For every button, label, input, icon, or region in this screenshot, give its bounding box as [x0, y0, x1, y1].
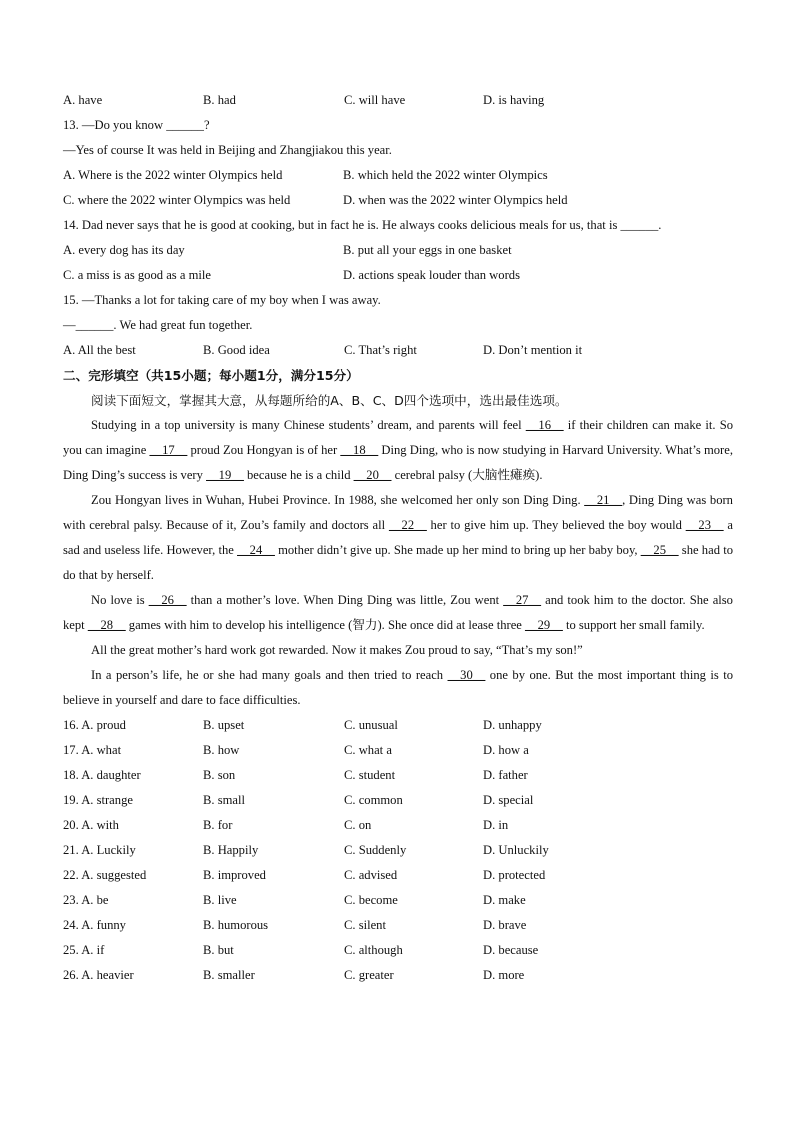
p2-text-6: she had to do that by herself.: [63, 543, 734, 582]
q14-question: 14. Dad never says that he is good at cooking, but in fact he is. He always cooks delicious meals for us, that is ______.: [63, 218, 662, 232]
option-a: 24. A. funny: [63, 918, 126, 932]
blank-17: __17__: [149, 443, 188, 457]
blank-19: __19__: [206, 468, 244, 482]
option-c: C. advised: [344, 868, 398, 882]
q14-option-d: D. actions speak louder than words: [343, 268, 520, 282]
q15-question: 15. —Thanks a lot for taking care of my boy when I was away.: [63, 293, 381, 307]
option-d: D. protected: [483, 868, 546, 882]
q12-options: [63, 88, 733, 113]
option-d: D. brave: [483, 918, 527, 932]
p1-text-1: Studying in a top university is many Chinese students’ dream, and parents will feel: [91, 418, 526, 432]
cloze-option-row: [63, 763, 733, 788]
option-a: 17. A. what: [63, 743, 122, 757]
q15-option-d: D. Don’t mention it: [483, 343, 583, 357]
option-b: B. Happily: [203, 843, 259, 857]
q12-option-d: D. is having: [483, 93, 545, 107]
option-b: B. upset: [203, 718, 245, 732]
option-c: C. common: [344, 793, 403, 807]
option-c: C. what a: [344, 743, 392, 757]
q13-reply: —Yes of course It was held in Beijing and Zhangjiakou this year.: [63, 143, 392, 157]
q12-option-b: B. had: [203, 93, 236, 107]
q13-options-row1: [63, 163, 733, 188]
cloze-option-row: [63, 938, 733, 963]
p3-text-3: and took him to the doctor. She also kept: [63, 593, 733, 632]
option-a: 23. A. be: [63, 893, 109, 907]
cloze-option-row: [63, 888, 733, 913]
cloze-option-row: [63, 863, 733, 888]
option-c: C. become: [344, 893, 398, 907]
option-b: B. humorous: [203, 918, 269, 932]
option-d: D. special: [483, 793, 534, 807]
option-d: D. because: [483, 943, 539, 957]
option-a: 21. A. Luckily: [63, 843, 136, 857]
p5-text-2: one by one. But the most important thing is to believe in yourself and dare to face difficulties.: [63, 668, 734, 707]
option-c: C. on: [344, 818, 372, 832]
cloze-option-row: [63, 713, 733, 738]
cloze-option-row: [63, 838, 733, 863]
blank-27: __27__: [503, 593, 542, 607]
option-b: B. for: [203, 818, 233, 832]
passage-paragraph-4: All the great mother’s hard work got rewarded. Now it makes Zou proud to say, “That’s my son!”: [91, 643, 583, 657]
option-c: C. greater: [344, 968, 394, 982]
q13-question: 13. —Do you know ______?: [63, 118, 210, 132]
p2-text-4: a sad and useless life. However, the: [63, 518, 733, 557]
q14-options-row2: [63, 263, 733, 288]
p2-text-2: , Ding Ding was born with cerebral palsy. Because of it, Zou’s family and doctors all: [63, 493, 733, 532]
cloze-option-row: [63, 963, 733, 988]
option-d: D. how a: [483, 743, 529, 757]
q13-option-d: D. when was the 2022 winter Olympics held: [343, 193, 568, 207]
option-c: C. although: [344, 943, 403, 957]
blank-24: __24__: [237, 543, 275, 557]
q15-option-b: B. Good idea: [203, 343, 270, 357]
option-a: 20. A. with: [63, 818, 119, 832]
blank-23: __23__: [685, 518, 724, 532]
q12-option-a: A. have: [63, 93, 103, 107]
q14-option-a: A. every dog has its day: [63, 243, 185, 257]
passage-paragraph-1: [63, 413, 733, 488]
q15-reply: —______. We had great fun together.: [63, 318, 253, 332]
option-a: 22. A. suggested: [63, 868, 147, 882]
q15-options: [63, 338, 733, 363]
option-d: D. father: [483, 768, 528, 782]
option-b: B. but: [203, 943, 234, 957]
blank-30: __30__: [447, 668, 486, 682]
p5-text-1: In a person’s life, he or she had many goals and then tried to reach: [91, 668, 448, 682]
option-b: B. improved: [203, 868, 266, 882]
passage-paragraph-5: [63, 663, 733, 713]
cloze-option-row: [63, 913, 733, 938]
q13-option-c: C. where the 2022 winter Olympics was held: [63, 193, 291, 207]
p2-text-1: Zou Hongyan lives in Wuhan, Hubei Province. In 1988, she welcomed her only son Ding Ding.: [91, 493, 585, 507]
p1-text-6: cerebral palsy (大脑性瘫痪).: [391, 468, 543, 482]
q15-option-c: C. That’s right: [344, 343, 417, 357]
option-c: C. silent: [344, 918, 386, 932]
q13-option-b: B. which held the 2022 winter Olympics: [343, 168, 548, 182]
p1-text-3: proud Zou Hongyan is of her: [187, 443, 341, 457]
option-a: 25. A. if: [63, 943, 105, 957]
option-a: 16. A. proud: [63, 718, 126, 732]
blank-18: __18__: [340, 443, 379, 457]
option-d: D. unhappy: [483, 718, 542, 732]
blank-25: __25__: [640, 543, 679, 557]
option-c: C. unusual: [344, 718, 398, 732]
blank-22: __22__: [388, 518, 427, 532]
p1-text-5: because he is a child: [243, 468, 354, 482]
p2-text-3: her to give him up. They believed the boy would: [426, 518, 686, 532]
option-b: B. how: [203, 743, 240, 757]
option-b: B. small: [203, 793, 245, 807]
q14-option-b: B. put all your eggs in one basket: [343, 243, 512, 257]
option-d: D. make: [483, 893, 526, 907]
q14-option-c: C. a miss is as good as a mile: [63, 268, 211, 282]
p2-text-5: mother didn’t give up. She made up her mind to bring up her baby boy,: [274, 543, 641, 557]
cloze-option-row: [63, 813, 733, 838]
section2-instruction: 阅读下面短文，掌握其大意，从每题所给的A、B、C、D四个选项中，选出最佳选项。: [91, 393, 568, 408]
option-d: D. Unluckily: [483, 843, 549, 857]
cloze-option-row: [63, 738, 733, 763]
p3-text-5: to support her small family.: [562, 618, 705, 632]
blank-16: __16__: [525, 418, 564, 432]
option-d: D. in: [483, 818, 509, 832]
passage-paragraph-3: [63, 588, 733, 638]
q13-options-row2: [63, 188, 733, 213]
option-c: C. Suddenly: [344, 843, 407, 857]
cloze-option-row: [63, 788, 733, 813]
passage-paragraph-2: [63, 488, 733, 588]
q12-option-c: C. will have: [344, 93, 406, 107]
option-d: D. more: [483, 968, 525, 982]
blank-28: __28__: [87, 618, 126, 632]
p3-text-4: games with him to develop his intelligence (智力). She once did at lease three: [125, 618, 526, 632]
option-b: B. son: [203, 768, 236, 782]
option-a: 19. A. strange: [63, 793, 133, 807]
q14-options-row1: [63, 238, 733, 263]
section2-heading: 二、完形填空（共15小题；每小题1分，满分15分）: [63, 368, 359, 383]
p3-text-1: No love is: [91, 593, 149, 607]
q13-option-a: A. Where is the 2022 winter Olympics held: [63, 168, 283, 182]
p1-text-2: if their children can make it. So you can imagine: [63, 418, 733, 457]
blank-26: __26__: [148, 593, 187, 607]
option-a: 26. A. heavier: [63, 968, 134, 982]
blank-29: __29__: [525, 618, 563, 632]
q15-option-a: A. All the best: [63, 343, 136, 357]
p1-text-4: Ding Ding, who is now studying in Harvard University. What’s more, Ding Ding’s success is very: [63, 443, 733, 482]
blank-21: __21__: [584, 493, 623, 507]
exam-page: [63, 88, 733, 988]
option-b: B. smaller: [203, 968, 255, 982]
option-a: 18. A. daughter: [63, 768, 141, 782]
option-c: C. student: [344, 768, 396, 782]
blank-20: __20__: [353, 468, 392, 482]
option-b: B. live: [203, 893, 237, 907]
p3-text-2: than a mother’s love. When Ding Ding was little, Zou went: [186, 593, 504, 607]
